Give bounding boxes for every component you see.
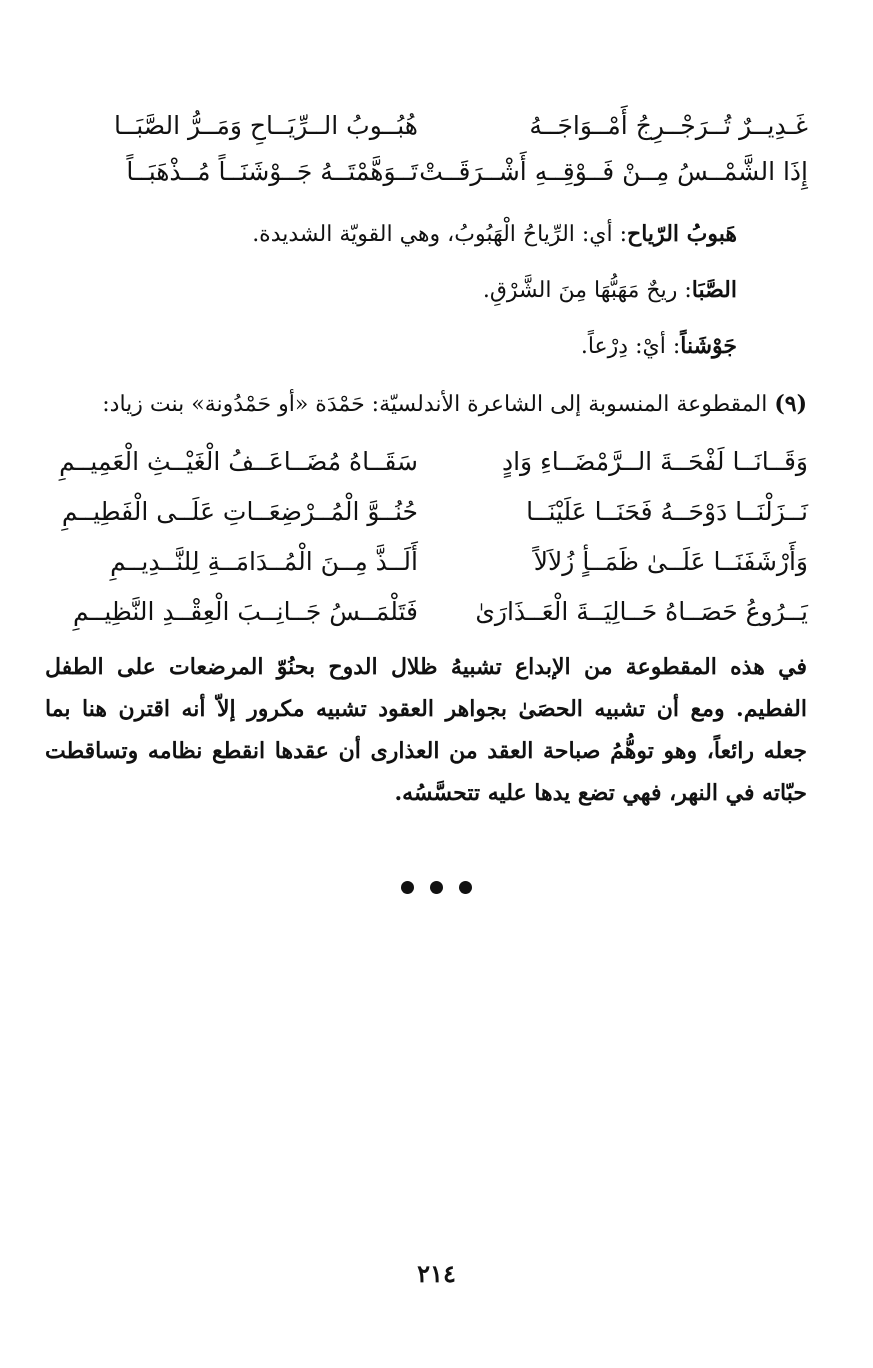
- page-number: ٢١٤: [417, 1259, 456, 1288]
- glossary-definition: : أي: الرِّياحُ الْهَبُوبُ، وهي القويّة الشديدة.: [252, 222, 628, 247]
- verse-line: [48, 440, 808, 484]
- glossary-entry: [97, 214, 737, 255]
- glossary-entry: [97, 270, 737, 311]
- glossary-term: هَبوبُ الرّياح: [627, 221, 737, 247]
- section-title: المقطوعة المنسوبة إلى الشاعرة الأندلسيّة: حَمْدَة «أو حَمْدُونة» بنت زياد:: [102, 392, 768, 417]
- verse-second-hemistich: فَتَلْمَــسُ جَــانِــبَ الْعِقْــدِ النَّظِيــمِ: [73, 597, 418, 626]
- verse-first-hemistich: وَأَرْشَفَنَــا عَلَــىٰ ظَمَــأٍ زُلاَلاً: [533, 547, 808, 576]
- verse-first-hemistich: وَقَــانَــا لَفْحَــةَ الــرَّمْضَــاءِ وَادٍ: [501, 447, 808, 476]
- divider-dot-icon: [401, 881, 414, 894]
- section-number: (٩): [774, 391, 807, 417]
- glossary-term: الصَّبَا: [691, 277, 737, 303]
- divider-dot-icon: [430, 881, 443, 894]
- glossary-term: جَوْشَناً: [680, 333, 737, 359]
- section-heading: [47, 384, 807, 425]
- verse-first-hemistich: غَـدِيــرٌ تُــرَجْــرِجُ أَمْــوَاجَــهُ: [529, 111, 808, 140]
- verse-second-hemistich: حُنُــوَّ الْمُــرْضِعَــاتِ عَلَــى الْفَطِيــمِ: [61, 497, 418, 526]
- verse-line: [48, 490, 808, 534]
- verse-first-hemistich: إِذَا الشَّمْــسُ مِــنْ فَــوْقِــهِ أَشْــرَقَــتْ: [419, 157, 808, 186]
- glossary-definition: : أيْ: دِرْعاً.: [580, 334, 681, 359]
- verse-first-hemistich: يَــرُوعُ حَصَــاهُ حَــالِيَــةَ الْعَــذَارَىٰ: [475, 597, 808, 626]
- glossary-entry: [97, 326, 737, 367]
- verse-line: [48, 590, 808, 634]
- commentary-text: في هذه المقطوعة من الإبداع تشبيهُ ظلال الدوح بحنُوّ المرضعات على الطفل الفطيم. ومع أن تشبيه الحصَىٰ بجواهر العقود تشبيه مكرور إلاّ أنه اقترن هنا بما جعله رائعاً، وهو توهُّمُ صباحة العقد من العذارى أن عقدها انقطع نظامه وتساقطت حبّاته في النهر، فهي تضع يدها عليه تتحسَّسُه.: [45, 654, 807, 806]
- verse-first-hemistich: نَــزَلْنَــا دَوْحَــهُ فَحَنَــا عَلَيْنَــا: [526, 497, 808, 526]
- verse-second-hemistich: هُبُــوبُ الــرِّيَــاحِ وَمَــرُّ الصَّبَــا: [114, 111, 418, 140]
- commentary-paragraph: [45, 646, 807, 814]
- verse-line: [48, 150, 808, 194]
- glossary-definition: : ريحٌ مَهَبُّهَا مِنَ الشَّرْقِ.: [482, 278, 692, 303]
- verse-second-hemistich: سَقَــاهُ مُضَــاعَــفُ الْغَيْــثِ الْعَمِيــمِ: [59, 447, 418, 476]
- section-divider: [0, 872, 873, 902]
- verse-line: [48, 104, 808, 148]
- verse-second-hemistich: تَــوَهَّمْتَــهُ جَــوْشَنَــاً مُــذْهَبَــاً: [126, 157, 418, 186]
- verse-line: [48, 540, 808, 584]
- divider-dot-icon: [459, 881, 472, 894]
- verse-second-hemistich: أَلَــذَّ مِــنَ الْمُــدَامَــةِ لِلنَّــدِيــمِ: [110, 547, 418, 576]
